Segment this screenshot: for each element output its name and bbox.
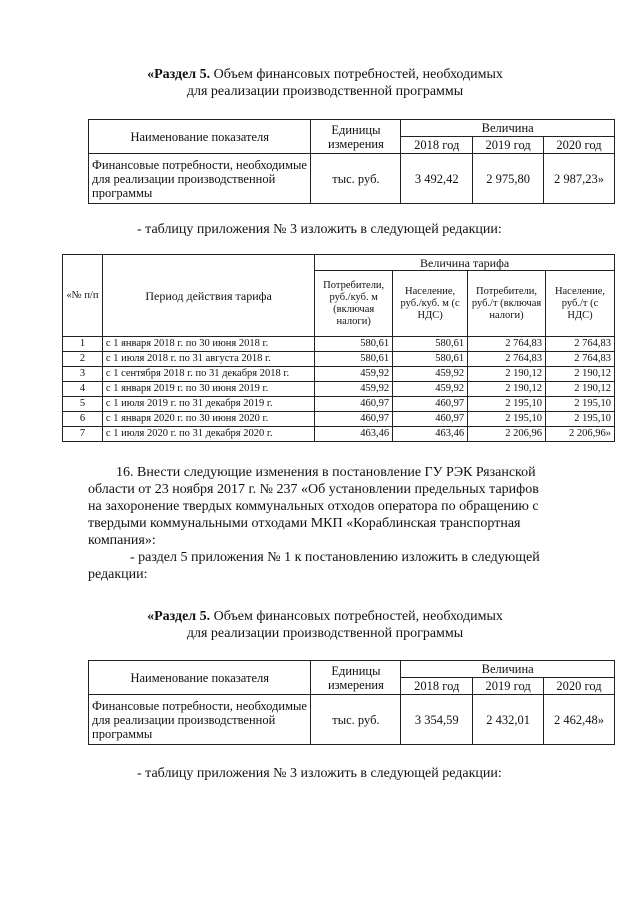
row-number: 6	[63, 412, 103, 427]
section1-title: Объем финансовых потребностей, необходимых	[210, 67, 503, 82]
row-period: с 1 июля 2019 г. по 31 декабря 2019 г.	[102, 397, 314, 412]
table-row	[63, 337, 615, 352]
row-period: с 1 июля 2020 г. по 31 декабря 2020 г.	[102, 427, 314, 442]
table-row	[63, 397, 615, 412]
row-consumers-m3: 460,97	[315, 397, 393, 412]
row-population-t: 2 764,83	[546, 337, 615, 352]
row-consumers-m3: 463,46	[315, 427, 393, 442]
table-row	[89, 695, 615, 745]
header-indicator: Наименование показателя	[89, 120, 311, 154]
table-row	[63, 352, 615, 367]
row-consumers-t: 2 190,12	[468, 367, 546, 382]
row-period: с 1 января 2019 г. по 30 июня 2019 г.	[102, 382, 314, 397]
table-row	[63, 412, 615, 427]
row-population-m3: 463,46	[393, 427, 468, 442]
row-period: с 1 сентября 2018 г. по 31 декабря 2018 г.	[102, 367, 314, 382]
section2-table	[88, 660, 615, 745]
note1: - таблицу приложения № 3 изложить в следующей редакции:	[137, 222, 502, 237]
row-population-t: 2 190,12	[546, 382, 615, 397]
para-line: на захоронение твердых коммунальных отходов оператора по обращению с	[88, 499, 539, 514]
para-line: редакции:	[88, 567, 148, 582]
row-period: с 1 января 2018 г. по 30 июня 2018 г.	[102, 337, 314, 352]
row-2020: 2 987,23»	[544, 154, 615, 204]
row-consumers-m3: 459,92	[315, 382, 393, 397]
table-row	[63, 367, 615, 382]
row-consumers-t: 2 190,12	[468, 382, 546, 397]
tariff-table	[62, 254, 615, 442]
section1-heading	[90, 66, 560, 100]
para-line: 16. Внести следующие изменения в постановление ГУ РЭК Рязанской	[116, 465, 536, 480]
row-population-t: 2 190,12	[546, 367, 615, 382]
header-consumers-t: Потребители, руб./т (включая налоги)	[468, 271, 546, 337]
row-consumers-m3: 580,61	[315, 352, 393, 367]
row-consumers-t: 2 764,83	[468, 352, 546, 367]
row-number: 1	[63, 337, 103, 352]
row-consumers-t: 2 195,10	[468, 412, 546, 427]
header-value: Величина	[401, 661, 615, 678]
header-number: «№ п/п	[63, 255, 103, 337]
section2-title-line2: для реализации производственной программы	[186, 626, 464, 641]
row-number: 5	[63, 397, 103, 412]
row-2018: 3 354,59	[401, 695, 473, 745]
paragraph-16	[88, 464, 598, 583]
header-2019: 2019 год	[473, 137, 544, 154]
row-name: Финансовые потребности, необходимые для реализации производственной программы	[89, 695, 311, 745]
row-consumers-t: 2 195,10	[468, 397, 546, 412]
row-population-m3: 580,61	[393, 352, 468, 367]
row-consumers-m3: 580,61	[315, 337, 393, 352]
row-consumers-m3: 460,97	[315, 412, 393, 427]
header-unit: Единицы измерения	[311, 120, 401, 154]
row-population-m3: 580,61	[393, 337, 468, 352]
row-population-t: 2 195,10	[546, 397, 615, 412]
header-2020: 2020 год	[544, 678, 615, 695]
section2-title: Объем финансовых потребностей, необходимых	[210, 609, 503, 624]
para-line: твердыми коммунальными отходами МКП «Кораблинская транспортная	[88, 516, 521, 531]
note2: - таблицу приложения № 3 изложить в следующей редакции:	[137, 766, 502, 781]
row-population-m3: 460,97	[393, 412, 468, 427]
row-2020: 2 462,48»	[544, 695, 615, 745]
row-population-m3: 459,92	[393, 382, 468, 397]
header-population-m3: Население, руб./куб. м (с НДС)	[393, 271, 468, 337]
header-tariff-value: Величина тарифа	[315, 255, 615, 271]
section2-prefix: «Раздел 5.	[147, 609, 211, 624]
row-population-m3: 459,92	[393, 367, 468, 382]
row-population-t: 2 206,96»	[546, 427, 615, 442]
table-row	[63, 427, 615, 442]
header-2019: 2019 год	[473, 678, 544, 695]
row-population-m3: 460,97	[393, 397, 468, 412]
section1-prefix: «Раздел 5.	[147, 67, 211, 82]
header-2020: 2020 год	[544, 137, 615, 154]
row-2018: 3 492,42	[401, 154, 473, 204]
row-consumers-t: 2 764,83	[468, 337, 546, 352]
section1-table	[88, 119, 615, 204]
para-line: области от 23 ноября 2017 г. № 237 «Об установлении предельных тарифов	[88, 482, 539, 497]
para-line: - раздел 5 приложения № 1 к постановлению изложить в следующей	[130, 550, 540, 565]
row-number: 4	[63, 382, 103, 397]
row-number: 7	[63, 427, 103, 442]
row-number: 2	[63, 352, 103, 367]
header-population-t: Население, руб./т (с НДС)	[546, 271, 615, 337]
header-value: Величина	[401, 120, 615, 137]
para-line: компания»:	[88, 533, 156, 548]
row-number: 3	[63, 367, 103, 382]
header-2018: 2018 год	[401, 678, 473, 695]
header-consumers-m3: Потребители, руб./куб. м (включая налоги)	[315, 271, 393, 337]
row-2019: 2 975,80	[473, 154, 544, 204]
header-indicator: Наименование показателя	[89, 661, 311, 695]
row-period: с 1 января 2020 г. по 30 июня 2020 г.	[102, 412, 314, 427]
row-consumers-m3: 459,92	[315, 367, 393, 382]
row-name: Финансовые потребности, необходимые для реализации производственной программы	[89, 154, 311, 204]
row-unit: тыс. руб.	[311, 154, 401, 204]
header-2018: 2018 год	[401, 137, 473, 154]
row-consumers-t: 2 206,96	[468, 427, 546, 442]
row-period: с 1 июля 2018 г. по 31 августа 2018 г.	[102, 352, 314, 367]
section1-title-line2: для реализации производственной программы	[186, 84, 464, 99]
row-unit: тыс. руб.	[311, 695, 401, 745]
header-period: Период действия тарифа	[102, 255, 314, 337]
row-population-t: 2 195,10	[546, 412, 615, 427]
row-2019: 2 432,01	[473, 695, 544, 745]
table-row	[63, 382, 615, 397]
row-population-t: 2 764,83	[546, 352, 615, 367]
section2-heading	[90, 608, 560, 642]
table-row	[89, 154, 615, 204]
header-unit: Единицы измерения	[311, 661, 401, 695]
